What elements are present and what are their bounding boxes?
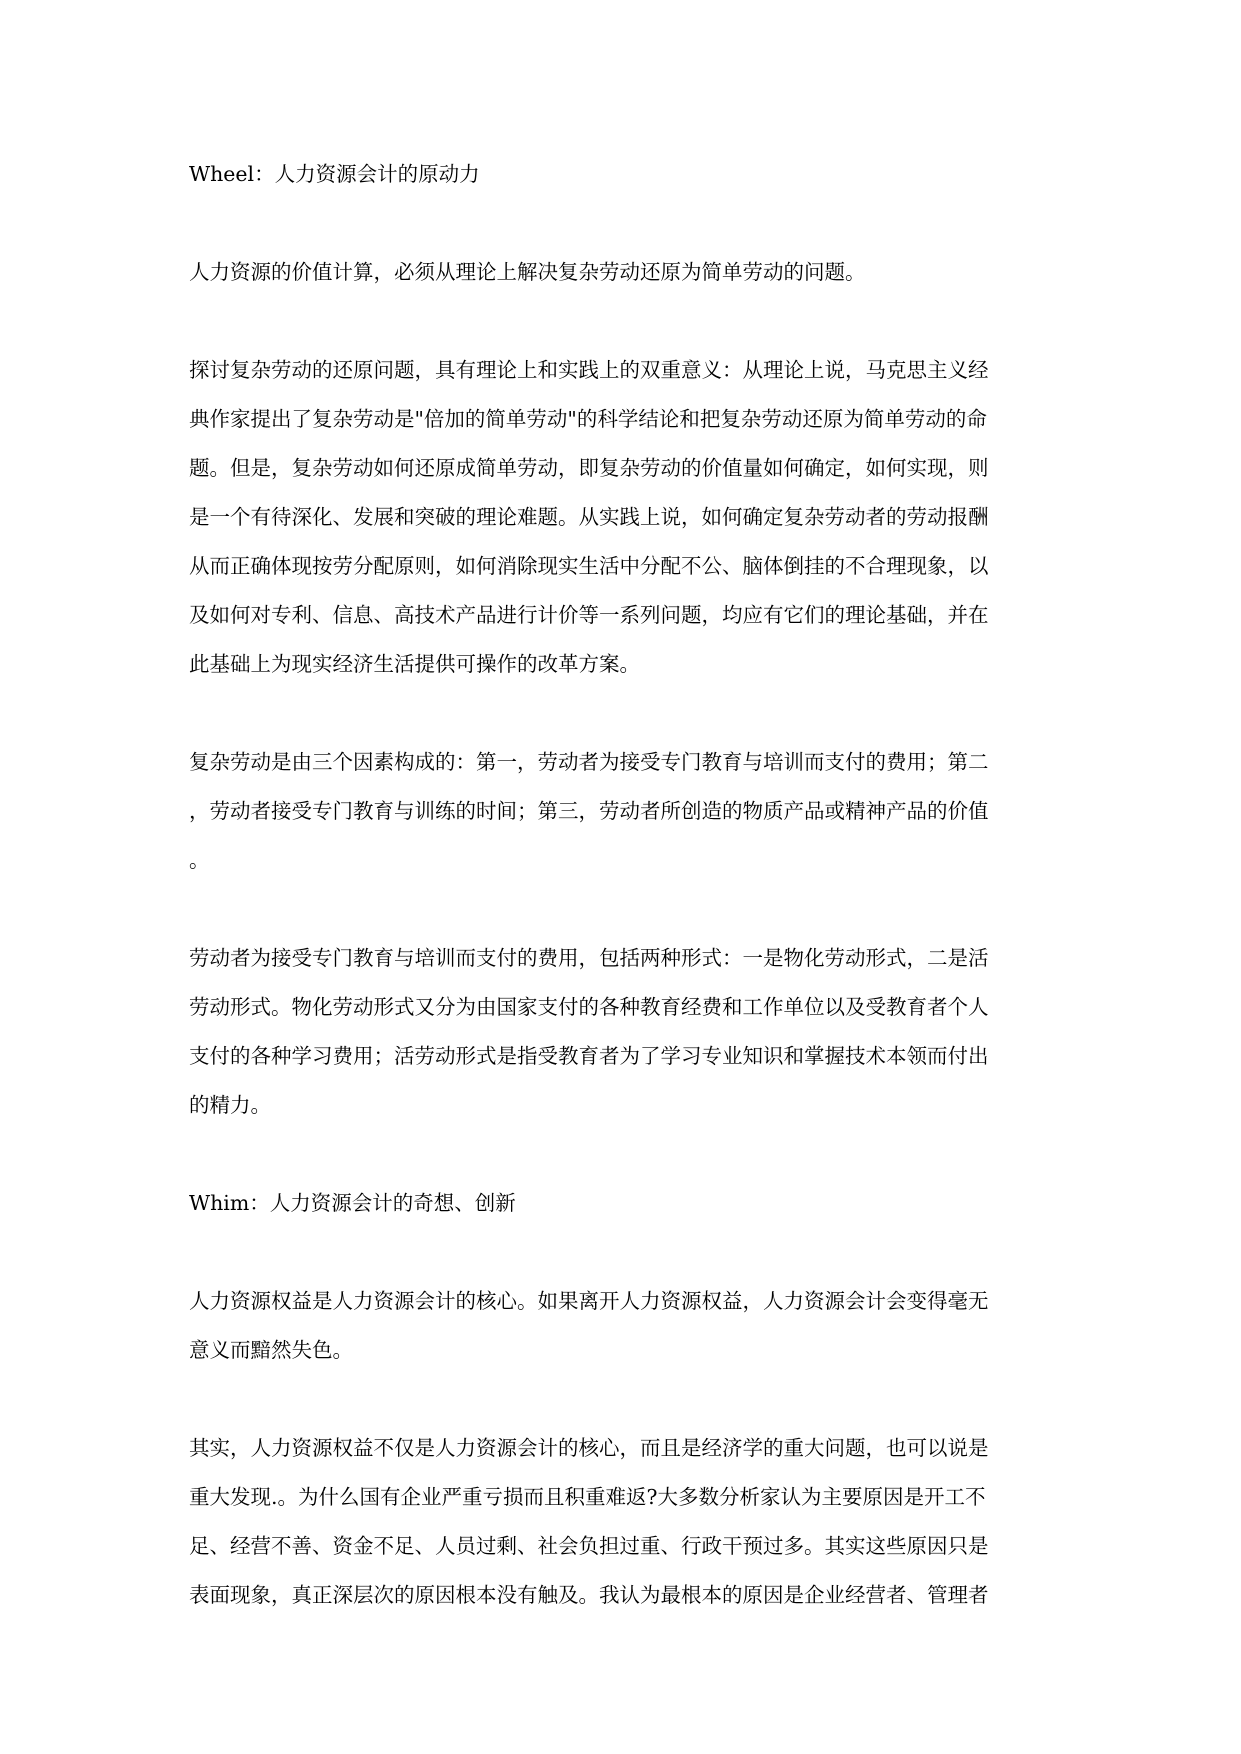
paragraph-line: 劳动者为接受专门教育与培训而支付的费用，包括两种形式：一是物化劳动形式，二是活 — [189, 946, 989, 970]
paragraph-line: 支付的各种学习费用；活劳动形式是指受教育者为了学习专业知识和掌握技术本领而付出 — [189, 1044, 989, 1068]
section-heading-wheel: Wheel：人力资源会计的原动力 — [189, 162, 480, 186]
paragraph-gap — [189, 1375, 1055, 1424]
paragraph-3 — [189, 738, 1055, 885]
paragraph-line: 是一个有待深化、发展和突破的理论难题。从实践上说，如何确定复杂劳动者的劳动报酬 — [189, 505, 989, 529]
paragraph-line: 典作家提出了复杂劳动是"倍加的简单劳动"的科学结论和把复杂劳动还原为简单劳动的命 — [189, 407, 987, 431]
paragraph-line: 此基础上为现实经济生活提供可操作的改革方案。 — [189, 652, 640, 676]
paragraph-gap — [189, 199, 1055, 248]
paragraph-line: 意义而黯然失色。 — [189, 1338, 353, 1362]
paragraph-line: 的精力。 — [189, 1093, 271, 1117]
paragraph-gap — [189, 689, 1055, 738]
paragraph-line: 。 — [189, 848, 210, 872]
paragraph-6 — [189, 1424, 1055, 1620]
paragraph-line: 其实，人力资源权益不仅是人力资源会计的核心，而且是经济学的重大问题，也可以说是 — [189, 1436, 989, 1460]
document-body — [189, 150, 1055, 1620]
paragraph-line: 题。但是，复杂劳动如何还原成简单劳动，即复杂劳动的价值量如何确定，如何实现，则 — [189, 456, 989, 480]
paragraph-2 — [189, 346, 1055, 689]
paragraph-1 — [189, 248, 1055, 297]
paragraph-line: 复杂劳动是由三个因素构成的：第一，劳动者为接受专门教育与培训而支付的费用；第二 — [189, 750, 989, 774]
paragraph-line: 人力资源的价值计算，必须从理论上解决复杂劳动还原为简单劳动的问题。 — [189, 260, 866, 284]
paragraph-gap — [189, 885, 1055, 934]
paragraph-gap — [189, 1228, 1055, 1277]
paragraph-gap — [189, 1130, 1055, 1179]
paragraph-5 — [189, 1277, 1055, 1375]
paragraph-gap — [189, 297, 1055, 346]
paragraph-line: 重大发现.。为什么国有企业严重亏损而且积重难返?大多数分析家认为主要原因是开工不 — [189, 1485, 986, 1509]
paragraph-4 — [189, 934, 1055, 1130]
paragraph-line: ，劳动者接受专门教育与训练的时间；第三，劳动者所创造的物质产品或精神产品的价值 — [189, 799, 989, 823]
paragraph-line: 从而正确体现按劳分配原则，如何消除现实生活中分配不公、脑体倒挂的不合理现象，以 — [189, 554, 989, 578]
paragraph-line: 及如何对专利、信息、高技术产品进行计价等一系列问题，均应有它们的理论基础，并在 — [189, 603, 989, 627]
paragraph-line: 足、经营不善、资金不足、人员过剩、社会负担过重、行政干预过多。其实这些原因只是 — [189, 1534, 989, 1558]
paragraph-line: 人力资源权益是人力资源会计的核心。如果离开人力资源权益，人力资源会计会变得毫无 — [189, 1289, 989, 1313]
paragraph-line: 劳动形式。物化劳动形式又分为由国家支付的各种教育经费和工作单位以及受教育者个人 — [189, 995, 989, 1019]
paragraph-line: 探讨复杂劳动的还原问题，具有理论上和实践上的双重意义：从理论上说，马克思主义经 — [189, 358, 989, 382]
paragraph-line: 表面现象，真正深层次的原因根本没有触及。我认为最根本的原因是企业经营者、管理者 — [189, 1583, 989, 1607]
section-heading-whim: Whim：人力资源会计的奇想、创新 — [189, 1191, 516, 1215]
